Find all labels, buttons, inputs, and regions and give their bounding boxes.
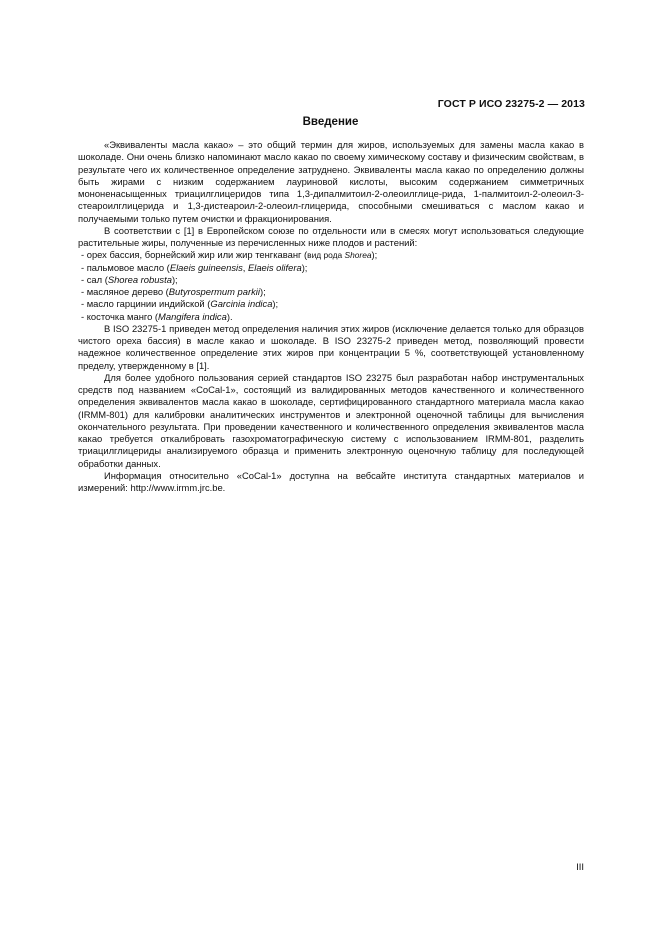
- list-item-separator: ,: [242, 261, 248, 273]
- document-code: ГОСТ Р ИСО 23275-2 — 2013: [437, 98, 585, 110]
- latin-name: Mangifera indica: [158, 310, 227, 322]
- document-body: [78, 139, 584, 494]
- list-item: [78, 274, 584, 286]
- latin-name: Elaeis guineensis: [169, 261, 243, 273]
- list-item-end: ).: [226, 310, 233, 322]
- section-title: Введение: [302, 116, 359, 128]
- list-item: [78, 311, 584, 323]
- list-item-text: - сал (: [81, 273, 108, 285]
- latin-name: Elaeis olifera: [248, 261, 302, 273]
- list-item-end: );: [371, 249, 378, 261]
- paragraph: Для более удобного пользования серией стандартов ISO 23275 был разработан набор инструментальных средств под названием «CoCal-1», состоящий из валидированных методов качественного и количественного определения эквивалентов масла какао в шоколаде, сертифицированного стандартного материала масла какао (IRMM-801) для калибровки аналитических инструментов и электронной оценочной таблицы для вычисления окончательного результата. При проведении качественного и количественного определения эквивалентов масла какао требуется откалибровать газохроматографическую систему с использованием IRMM-801, разделить триацилглицериды анализируемого образца и применить электронную оценочную таблицу для последующей обработки данных.: [78, 371, 584, 469]
- list-item: [78, 249, 584, 261]
- latin-name: Shorea robusta: [107, 273, 172, 285]
- list-item: [78, 286, 584, 298]
- latin-name: Garcinia indica: [210, 298, 273, 310]
- paragraph: В ISO 23275-1 приведен метод определения наличия этих жиров (исключение делается только для образцов чистого ореха бассия) в масле какао и шоколаде. В ISO 23275-2 приведен метод, позволяющий провести надежное количественное определение этих жиров при концентрации 5 %, соответствующей установленному пределу, утвержденному в [1].: [78, 322, 584, 371]
- paragraph: «Эквиваленты масла какао» – это общий термин для жиров, используемых для замены масла какао в шоколаде. Они очень близко напоминают масло какао по своему химическому составу и физическим свойствам, в результате чего их количественное определение затруднено. Эквиваленты масла какао по определению должны быть жирами с низким содержанием лауриновой кислоты, высоким содержанием симметричных мононенасыщенных триацилглицеридов типа 1,3-дипалмитоил-2-олеоилглице-рида, 1-палмитоил-2-олеоил-3-стеароилглицерида и 1,3-дистеароил-2-олеоил-глицерида, способными смешиваться с маслом какао и получаемыми только путем очистки и фракционирования.: [78, 139, 584, 224]
- list-item-end: );: [171, 273, 178, 285]
- paragraph: Информация относительно «CoCal-1» доступна на вебсайте института стандартных материалов и измерений: http://www.irmm.jrc.be.: [78, 469, 584, 493]
- list-item-text: - масляное дерево (: [81, 286, 169, 297]
- list-item-text: - масло гарцинии индийской (: [81, 298, 211, 310]
- list-item-end: );: [259, 286, 266, 297]
- latin-name: Butyrospermum parkii: [168, 286, 260, 297]
- list-item: [78, 298, 584, 310]
- list-item-note: вид рода: [307, 250, 345, 261]
- latin-name: Shorea: [344, 250, 372, 261]
- list-item-end: );: [301, 261, 308, 273]
- paragraph: В соответствии с [1] в Европейском союзе по отдельности или в смесях могут использоваться следующие растительные жиры, полученные из перечисленных ниже плодов и растений:: [78, 224, 584, 248]
- list-item: [78, 262, 584, 274]
- list-item-end: );: [272, 298, 279, 310]
- list-item-text: - орех бассия, борнейский жир или жир тенгкаванг (: [81, 249, 308, 261]
- page-number: III: [576, 862, 584, 873]
- list-item-text: - косточка манго (: [81, 310, 159, 322]
- list-item-text: - пальмовое масло (: [81, 261, 170, 273]
